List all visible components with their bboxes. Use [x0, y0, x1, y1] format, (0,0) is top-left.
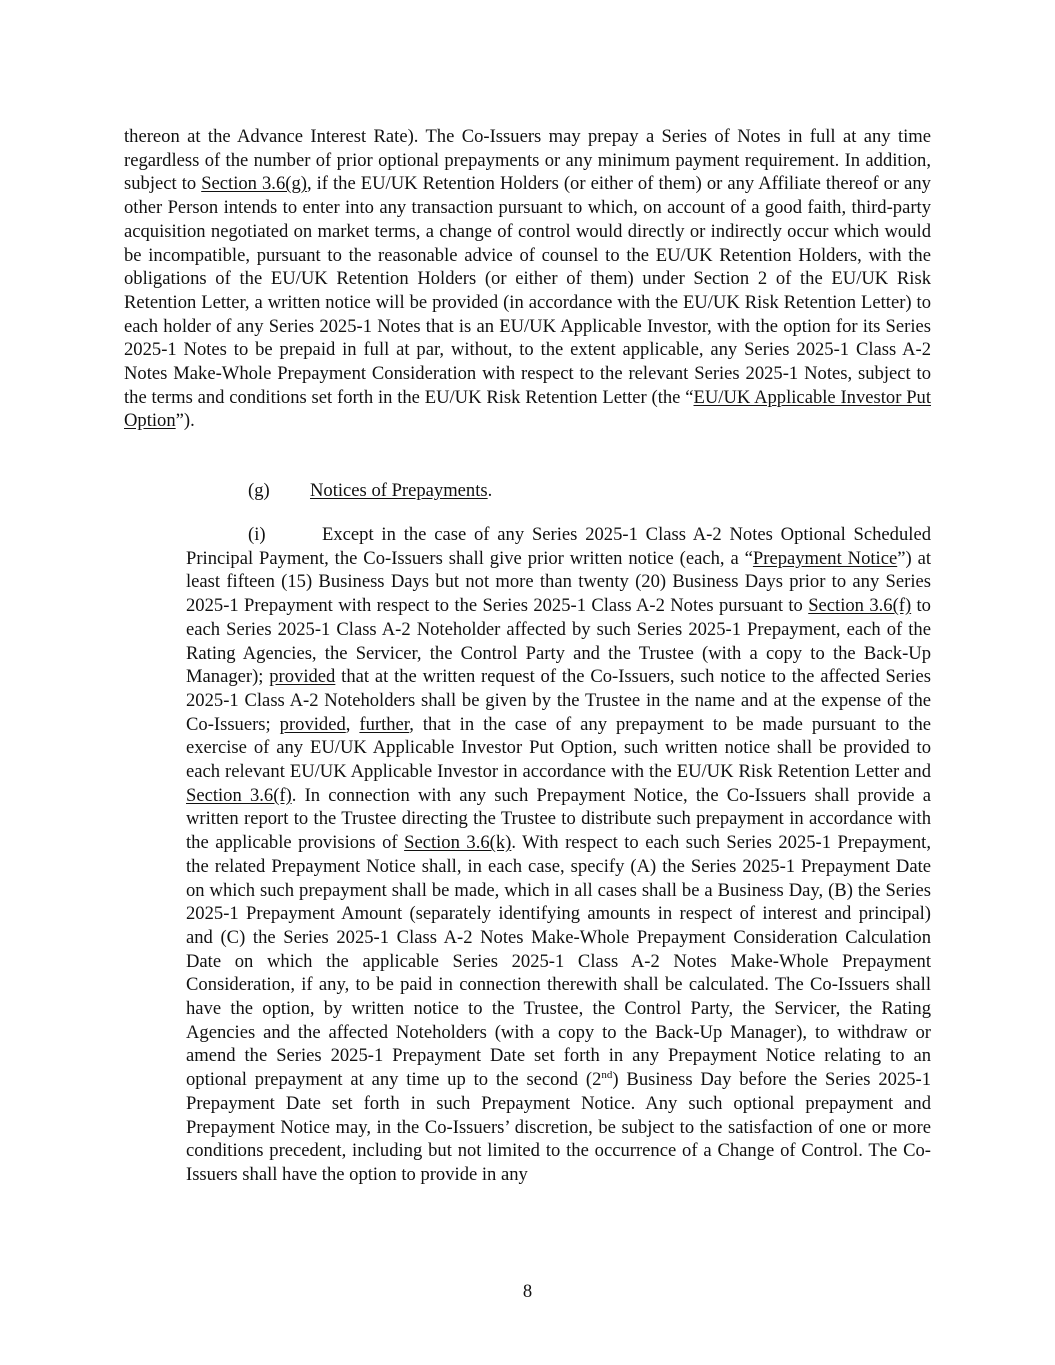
paragraph-prepayment-put-option [124, 125, 931, 433]
section-number: (g) [248, 480, 270, 501]
defined-term: EU/UK Applicable Investor Put Option [124, 386, 931, 432]
section-reference: Section 3.6(g) [201, 173, 307, 195]
text-run: ”). [175, 410, 195, 432]
text-run: , if the EU/UK Retention Holders (or either of them) or any Affiliate thereof or any other Person intends to enter into any transaction pursuant to which, on account of a good faith, third-party acquisition negotiated on market terms, a change of control would directly or indirectly occur which would be incompatible, pursuant to the reasonable advice of counsel to the EU/UK Retention Holders, with the obligations of the EU/UK Retention Holders (or either of them) under Section 2 of the EU/UK Risk Retention Letter, a written notice will be provided (in accordance with the EU/UK Risk Retention Letter) to each holder of any Series 2025-1 Notes that is an EU/UK Applicable Investor, with the option for its Series 2025-1 Notes to be prepaid in full at par, without, to the extent applicable, any Series 2025-1 Class A-2 Notes Make-Whole Prepayment Consideration with respect to the relevant Series 2025-1 Notes, subject to the terms and conditions set forth in the EU/UK Risk Retention Letter (the “ [124, 173, 931, 408]
text-run: . In connection with any such Prepayment Notice, the Co-Issuers shall provide a written report to the Trustee directing the Trustee to distribute such prepayment in accordance with the applicable provisions of [186, 784, 931, 854]
section-reference: Section 3.6(k) [404, 832, 512, 854]
text-run: , [345, 713, 360, 735]
section-title: Notices of Prepayments [310, 480, 488, 501]
text-run: ”) at least fifteen (15) Business Days but not more than twenty (20) Business Days prior to any Series 2025-1 Prepayment with respect to the Series 2025-1 Class A-2 Notes pursuant to [186, 547, 931, 617]
defined-term: Prepayment Notice [752, 547, 898, 569]
proviso-term: provided [269, 666, 336, 688]
proviso-term: provided [279, 713, 346, 735]
text-run: . With respect to each such Series 2025-1 Prepayment, the related Prepayment Notice shall, in each case, specify (A) the Series 2025-1 Prepayment Date on which such prepayment shall be made, which in all cases shall be a Business Day, (B) the Series 2025-1 Prepayment Amount (separately identifying amounts in respect of interest and principal) and (C) the Series 2025-1 Class A-2 Notes Make-Whole Prepayment Consideration Calculation Date on which the applicable Series 2025-1 Class A-2 Notes Make-Whole Prepayment Consideration, if any, to be paid in connection therewith shall be calculated. The Co-Issuers shall have the option, by written notice to the Trustee, the Control Party, the Servicer, the Rating Agencies and the affected Noteholders (with a copy to the Back-Up Manager), to withdraw or amend the Series 2025-1 Prepayment Date set forth in any Prepayment Notice relating to an optional prepayment at any time up to the second (2 [186, 832, 931, 1091]
text-run: ) Business Day before the Series 2025-1 Prepayment Date set forth in such Prepayment Notice. Any such optional prepayment and Prepayment Notice may, in the Co-Issuers’ discretion, be subject to the satisfaction of one or more conditions precedent, including but not limited to the occurrence of a Change of Control. The Co-Issuers shall have the option to provide in any [186, 1069, 932, 1185]
heading-period: . [487, 480, 493, 501]
section-reference: Section 3.6(f) [186, 784, 292, 806]
paragraph-prepayment-notice [186, 523, 931, 1187]
text-run: to each Series 2025-1 Class A-2 Noteholder affected by such Series 2025-1 Prepayment, each of the Rating Agencies, the Servicer, the Control Party and the Trustee (with a copy to the Back-Up Manager); [186, 595, 931, 688]
page-number: 8 [522, 1281, 533, 1302]
section-heading-g [248, 479, 492, 503]
text-run: thereon at the Advance Interest Rate). The Co-Issuers may prepay a Series of Notes in full at any time regardless of the number of prior optional prepayments or any minimum payment requirement. In addition, subject to [124, 126, 931, 195]
ordinal-superscript: nd [601, 1068, 613, 1081]
text-run: that at the written request of the Co-Issuers, such notice to the affected Series 2025-1 Class A-2 Noteholders shall be given by the Trustee in the name and at the expense of the Co-Issuers; [186, 666, 931, 735]
text-run: , that in the case of any prepayment to be made pursuant to the exercise of any EU/UK Applicable Investor Put Option, such written notice shall be provided to each relevant EU/UK Applicable Investor in accordance with the EU/UK Risk Retention Letter and [186, 713, 931, 783]
section-reference: Section 3.6(f) [808, 595, 912, 617]
subsection-number: (i) [248, 524, 266, 545]
text-run: Except in the case of any Series 2025-1 Class A-2 Notes Optional Scheduled Principal Payment, the Co-Issuers shall give prior written notice (each, a “ [186, 524, 931, 569]
proviso-term: further [359, 713, 410, 735]
